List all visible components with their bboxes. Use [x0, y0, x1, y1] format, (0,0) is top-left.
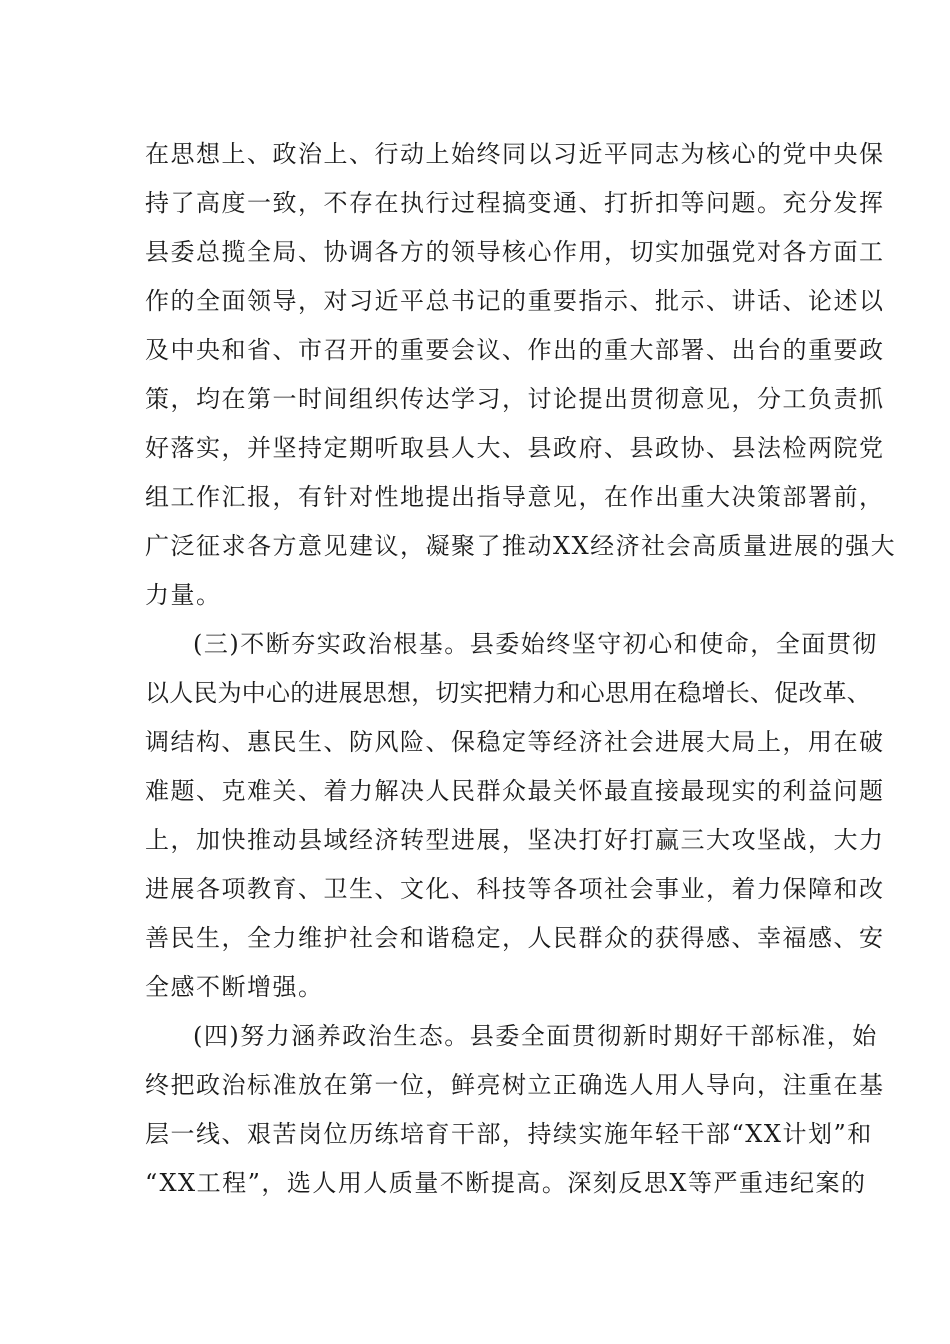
text-line: (四)努力涵养政治生态。县委全面贯彻新时期好干部标准，始	[193, 1022, 878, 1050]
text-line: 以人民为中心的进展思想，切实把精力和心思用在稳增长、促改革、	[145, 679, 871, 707]
document-body	[145, 130, 897, 1208]
text-line: 组工作汇报，有针对性地提出指导意见，在作出重大决策部署前，	[145, 483, 885, 511]
text-line: 县委总揽全局、协调各方的领导核心作用，切实加强党对各方面工	[145, 238, 885, 266]
text-line: 持了高度一致，不存在执行过程搞变通、打折扣等问题。充分发挥	[145, 189, 885, 217]
text-line: 进展各项教育、卫生、文化、科技等各项社会事业，着力保障和改	[145, 875, 885, 903]
text-line: 力量。	[145, 581, 222, 609]
text-line: 广泛征求各方意见建议，凝聚了推动XX经济社会高质量进展的强大	[145, 532, 897, 560]
text-line: 善民生，全力维护社会和谐稳定，人民群众的获得感、幸福感、安	[145, 924, 885, 952]
text-line: 层一线、艰苦岗位历练培育干部，持续实施年轻干部“XX计划”和	[145, 1120, 873, 1148]
text-line: 终把政治标准放在第一位，鲜亮树立正确选人用人导向，注重在基	[145, 1071, 885, 1099]
text-line: 调结构、惠民生、防风险、保稳定等经济社会进展大局上，用在破	[145, 728, 885, 756]
text-line: (三)不断夯实政治根基。县委始终坚守初心和使命，全面贯彻	[193, 630, 878, 658]
text-line: 在思想上、政治上、行动上始终同以习近平同志为核心的党中央保	[145, 140, 885, 168]
text-line: 作的全面领导，对习近平总书记的重要指示、批示、讲话、论述以	[145, 287, 885, 315]
text-line: “XX工程”，选人用人质量不断提高。深刻反思X等严重违纪案的	[145, 1169, 867, 1197]
text-line: 上，加快推动县域经济转型进展，坚决打好打赢三大攻坚战，大力	[145, 826, 885, 854]
text-line: 全感不断增强。	[145, 973, 324, 1001]
text-line: 策，均在第一时间组织传达学习，讨论提出贯彻意见，分工负责抓	[145, 385, 885, 413]
text-line: 难题、克难关、着力解决人民群众最关怀最直接最现实的利益问题	[145, 777, 885, 805]
text-line: 好落实，并坚持定期听取县人大、县政府、县政协、县法检两院党	[145, 434, 885, 462]
text-line: 及中央和省、市召开的重要会议、作出的重大部署、出台的重要政	[145, 336, 885, 364]
